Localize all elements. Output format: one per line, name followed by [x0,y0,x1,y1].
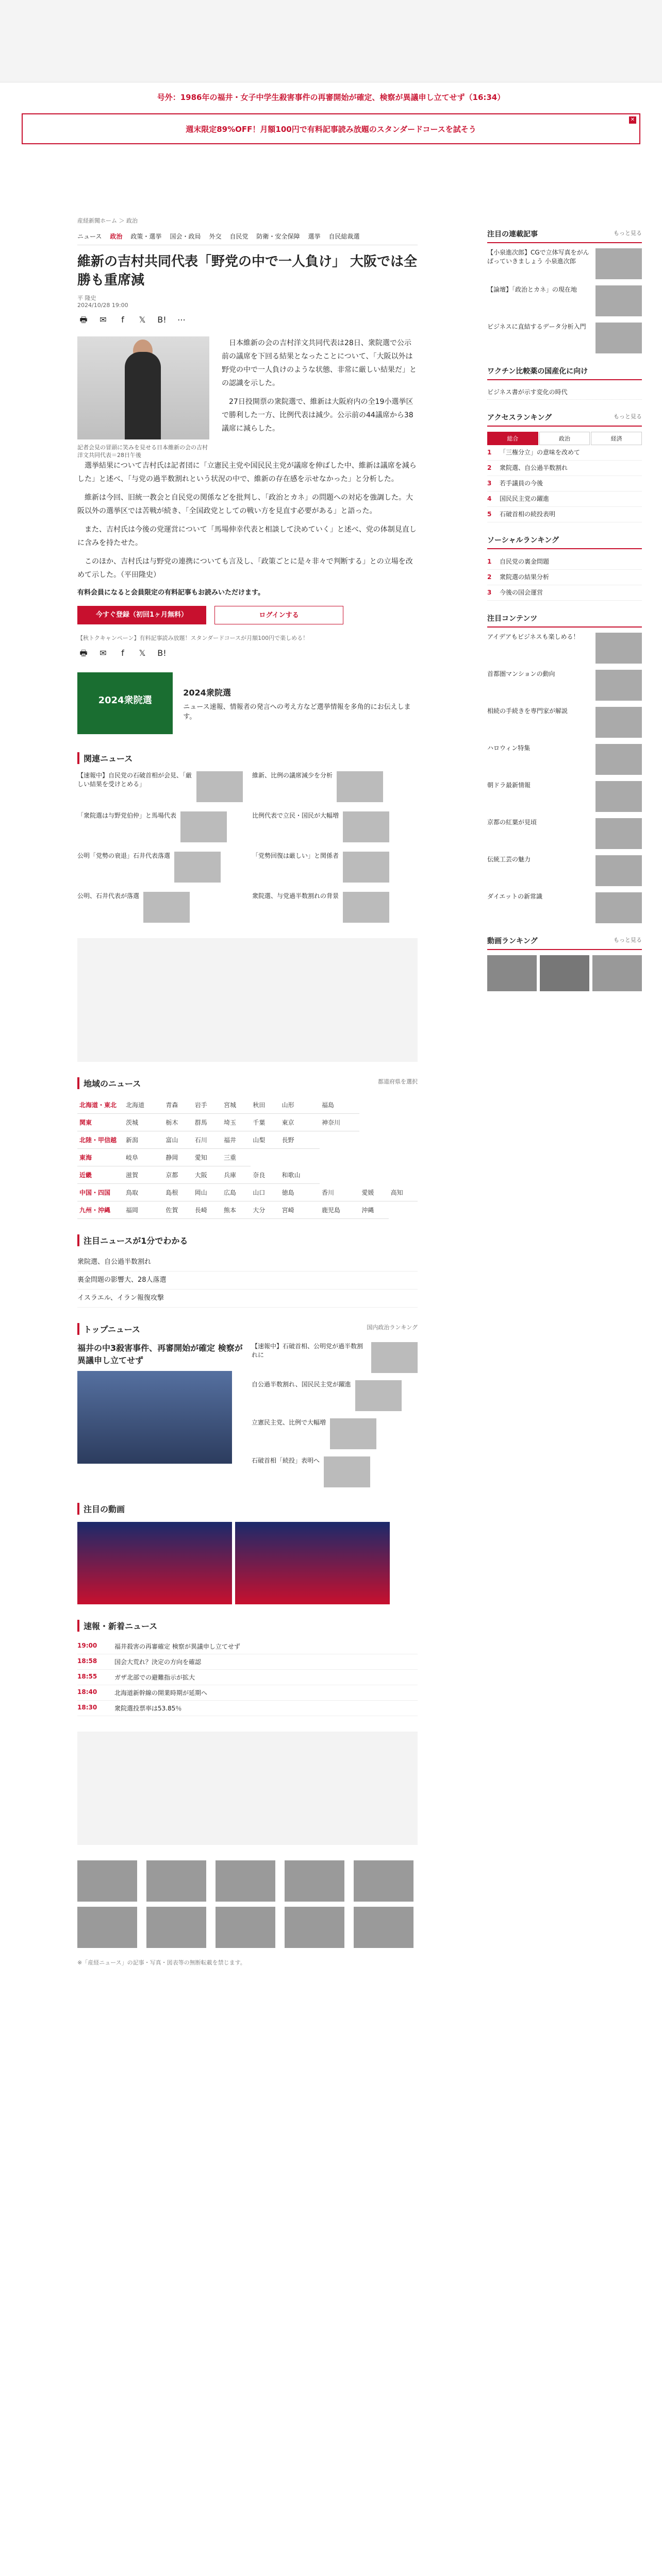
trending-item[interactable]: イスラエル、イラン報復攻撃 [77,1290,418,1308]
paragraph: また、吉村氏は今後の党運営について「馬場伸幸代表と相談して決めていく」と述べ、党の体制見直しに含みを持たせた。 [77,526,417,547]
prefecture-link[interactable]: 沖縄 [359,1201,388,1219]
region-label: 近畿 [77,1166,124,1184]
social-item[interactable]: 2 衆院選の結果分析 [487,570,642,585]
prefecture-link[interactable]: 富山 [163,1131,192,1149]
trending-list [77,1253,418,1308]
subscription-promo[interactable] [22,113,640,144]
facebook-icon[interactable]: f [121,648,124,658]
region-label: 中国・四国 [77,1184,124,1201]
paragraph: 日本維新の会の吉村洋文共同代表は28日、衆院選で公示前の議席を下回る結果となったことについて、「大阪以外は野党の中で一人負けのような状態、非常に厳しい結果だ」との認識を示した。 [222,339,417,387]
related-item[interactable]: 「党勢回復は厳しい」と関係者 [252,852,418,883]
region-row [77,1184,418,1201]
tab-0[interactable]: ニュース [77,233,102,240]
prefecture-link[interactable]: 山口 [251,1184,279,1201]
access-tab[interactable]: 経済 [591,432,642,445]
prefecture-link[interactable]: 徳島 [280,1184,320,1201]
tab-2[interactable]: 政策・選挙 [130,233,162,240]
banner-title: 2024衆院選 [183,687,231,698]
access-tab[interactable]: 総合 [487,432,538,445]
prefecture-link[interactable]: 広島 [222,1184,251,1201]
photo-item[interactable] [216,1907,279,1948]
access-tab[interactable]: 政治 [539,432,590,445]
mail-icon[interactable]: ✉ [100,315,107,325]
prefecture-link[interactable]: 島根 [163,1184,192,1201]
region-label: 関東 [77,1114,124,1131]
video-heading: 注目の動画 [77,1503,418,1515]
region-row [77,1201,418,1219]
photo-caption: 記者会見の冒頭に笑みを見せる日本維新の会の吉村洋文共同代表＝28日午後 [77,444,208,459]
prefecture-link[interactable]: 兵庫 [222,1166,251,1184]
prefecture-link[interactable]: 岩手 [193,1096,222,1114]
paragraph: 維新は今回、旧統一教会と自民党の関係などを批判し、「政治とカネ」の問題への対応を強調した。大阪以外の選挙区では苦戦が続き、「全国政党としての戦い方を見直す必要がある」と語った。 [77,494,413,515]
prefecture-link[interactable]: 北海道 [124,1096,163,1114]
rank-item[interactable]: 2 衆院選、自公過半数割れ [487,461,642,476]
related-item[interactable]: 公明、石井代表が落選 [77,892,243,923]
trending-item[interactable]: 衆院選、自公過半数割れ [77,1253,418,1272]
publish-date: 2024/10/28 19:00 [77,302,128,309]
prefecture-link[interactable]: 三重 [222,1149,251,1166]
prefecture-link[interactable]: 栃木 [163,1114,192,1131]
ticker-list [77,1639,418,1716]
prefecture-link[interactable]: 長野 [280,1131,320,1149]
author[interactable]: 平 隆史 [77,295,96,301]
prefecture-link[interactable]: 岐阜 [124,1149,163,1166]
rank-item[interactable]: 5 石破首相の続投表明 [487,507,642,522]
tab-8[interactable]: 自民総裁選 [328,233,360,240]
prefecture-link[interactable]: 静岡 [163,1149,192,1166]
prefecture-link[interactable]: 宮崎 [280,1201,320,1219]
social-item[interactable]: 3 今後の国会運営 [487,585,642,601]
side-attention-heading: 注目の連載記事 もっと見る [487,226,642,243]
region-row [77,1166,418,1184]
sidebar [487,216,642,991]
login-button[interactable]: ログインする [214,606,343,624]
side-attention-item[interactable]: 【論壇】「政治とカネ」の現在地 [487,285,642,316]
side-social-heading: ソーシャルランキング [487,532,642,549]
region-label: 東海 [77,1149,124,1166]
prefecture-link[interactable]: 香川 [320,1184,359,1201]
hatena-icon[interactable]: B! [157,648,167,658]
related-item[interactable]: 公明「党勢の衰退」石井代表落選 [77,852,243,883]
photo-item[interactable] [146,1860,210,1902]
prefecture-link[interactable]: 山形 [280,1096,320,1114]
print-icon[interactable]: 🖶 [79,315,88,325]
prefecture-link[interactable]: 埼玉 [222,1114,251,1131]
article-title: 維新の吉村共同代表「野党の中で一人負け」 大阪では全勝も重席減 [77,254,418,288]
ticker-item[interactable]: 19:00 福井殺害の再審確定 検察が異議申し立てせず [77,1639,418,1654]
ticker-item[interactable]: 18:30 衆院選投票率は53.85％ [77,1701,418,1716]
prefecture-link[interactable]: 福岡 [124,1201,163,1219]
topnews-image[interactable] [77,1371,232,1464]
prefecture-link[interactable]: 群馬 [193,1114,222,1131]
tab-1[interactable]: 政治 [110,233,123,240]
trending-item[interactable]: 裏金問題の影響大、28人落選 [77,1272,418,1290]
video-ranking [487,955,642,991]
prefecture-link[interactable]: 石川 [193,1131,222,1149]
mail-icon[interactable]: ✉ [100,648,107,658]
photo-item[interactable] [354,1860,418,1902]
photo-item[interactable] [285,1907,349,1948]
prefecture-link[interactable]: 愛媛 [359,1184,388,1201]
ticker-item[interactable]: 18:40 北海道新幹線の開業時期が延期へ [77,1685,418,1701]
prefecture-link[interactable]: 佐賀 [163,1201,192,1219]
region-table [77,1096,418,1219]
more-icon[interactable]: ⋯ [177,315,186,325]
content-item[interactable]: アイデアもビジネスも楽しめる！ [487,633,642,664]
prefecture-link[interactable]: 福島 [320,1096,359,1114]
photo-item[interactable] [146,1907,210,1948]
banner-desc: ニュース速報、情報者の発言への考え方など選挙情報を多角的にお伝えします。 [183,703,411,721]
prefecture-link[interactable]: 新潟 [124,1131,163,1149]
region-row [77,1096,418,1114]
prefecture-link[interactable]: 神奈川 [320,1114,359,1131]
prefecture-link[interactable]: 愛知 [193,1149,222,1166]
ticker-item[interactable]: 18:58 国会大荒れ？決定の方向を確認 [77,1654,418,1670]
rank-item[interactable]: 3 若手議員の今後 [487,476,642,492]
side-attention-item[interactable]: ビジネスに直結するデータ分析入門 [487,323,642,353]
prefecture-link[interactable]: 青森 [163,1096,192,1114]
video-thumb[interactable] [235,1522,390,1604]
standard-course-note[interactable]: 【秋トクキャンペーン】有料記事読み放題！スタンダードコースが月額100円で楽しめる！ [77,635,309,641]
prefecture-link[interactable]: 鹿児島 [320,1201,359,1219]
paragraph: 選挙結果について吉村氏は記者団に「立憲民主党や国民民主党が議席を伸ばした中、維新は議席を減らした」と述べ、「与党の過半数割れという状況の中で、維新の存在感を示せなかった」と分析した。 [77,462,417,483]
election-banner[interactable] [77,670,418,737]
side-attention-item[interactable]: 【小泉進次郎】CGで立体写真をがんばっていきましょう 小泉進次郎 [487,248,642,279]
topnews [77,1342,418,1487]
photo-item[interactable] [216,1860,279,1902]
prefecture-link[interactable]: 熊本 [222,1201,251,1219]
section-tabs [77,228,418,245]
paragraph: このほか、吉村氏は与野党の連携についても言及し、「政策ごとに是々非々で判断する」との立場を改めて示した。（平田隆史） [77,557,413,579]
region-label: 九州・沖縄 [77,1201,124,1219]
ad-slot[interactable] [77,1732,418,1845]
topnews-item[interactable]: 石破首相「続投」表明へ [252,1456,418,1487]
content-item[interactable]: ハロウィン特集 [487,744,642,775]
prefecture-link[interactable]: 鳥取 [124,1184,163,1201]
related-list [77,771,418,923]
breadcrumb[interactable]: 産経新聞ホーム ＞ 政治 [77,217,138,224]
prefecture-link[interactable]: 高知 [389,1184,418,1201]
trending-heading: 注目ニュースが1分でわかる [77,1234,418,1246]
prefecture-link[interactable]: 岡山 [193,1184,222,1201]
prefecture-link[interactable]: 長崎 [193,1201,222,1219]
content-item[interactable]: 伝統工芸の魅力 [487,855,642,886]
region-row [77,1131,418,1149]
topnews-item[interactable]: 立憲民主党、比例で大幅増 [252,1418,418,1449]
related-item[interactable]: 比例代表で立民・国民が大幅増 [252,811,418,842]
tab-3[interactable]: 国会・政局 [170,233,201,240]
paywall-note: 有料会員になると会員限定の有料記事もお読みいただけます。 [77,589,264,597]
x-icon[interactable]: 𝕏 [139,315,146,325]
tab-4[interactable]: 外交 [209,233,222,240]
prefecture-link[interactable]: 滋賀 [124,1166,163,1184]
prefecture-link[interactable]: 秋田 [251,1096,279,1114]
side-access-heading: アクセスランキング もっと見る [487,409,642,427]
prefecture-link[interactable]: 福井 [222,1131,251,1149]
ad-slot[interactable] [77,938,418,1062]
content-item[interactable]: 首都圏マンションの動向 [487,670,642,701]
paragraph: 27日投開票の衆院選で、維新は大阪府内の全19小選挙区で勝利した一方、比例代表は減少。公示前の44議席から38議席に減らした。 [222,398,413,433]
region-heading: 地域のニュース 都道府県を選択 [77,1077,418,1089]
video-thumb[interactable] [77,1522,232,1604]
side-video-ranking-heading: 動画ランキング もっと見る [487,933,642,950]
photo-item[interactable] [77,1907,141,1948]
prefecture-link[interactable]: 東京 [280,1114,320,1131]
access-tabs [487,432,642,445]
ticker-heading: 速報・新着ニュース [77,1620,418,1632]
main-column [77,216,418,1967]
related-item[interactable]: 「衆院選は与野党伯仲」と馬場代表 [77,811,243,842]
prefecture-link[interactable]: 和歌山 [280,1166,320,1184]
content-item[interactable]: 相続の手続きを専門家が解説 [487,707,642,738]
related-item[interactable]: 衆院選、与党過半数割れの背景 [252,892,418,923]
social-item[interactable]: 1 自民党の裏金問題 [487,554,642,570]
ticker-item[interactable]: 18:55 ガザ北部での避難指示が拡大 [77,1670,418,1685]
region-label: 北海道・東北 [77,1096,124,1114]
tab-5[interactable]: 自民党 [229,233,249,240]
prefecture-link[interactable]: 京都 [163,1166,192,1184]
side-reading-text[interactable]: ビジネス書が示す変化の時代 [487,385,642,400]
prefecture-link[interactable]: 山梨 [251,1131,279,1149]
photo-item[interactable] [354,1907,418,1948]
promo-text[interactable]: 週末限定89%OFF！月額100円で有料記事読み放題のスタンダードコースを試そう [186,125,476,134]
facebook-icon[interactable]: f [121,315,124,325]
video-strip [77,1522,418,1604]
topnews-item[interactable]: 【速報中】石破首相、公明党が過半数割れに [252,1342,418,1373]
article-photo[interactable] [77,336,209,439]
breaking-news-banner[interactable]: 号外：1986年の福井・女子中学生殺害事件の再審開始が確定、検察が異議申し立てせず（16:34） [157,93,505,102]
content-item[interactable]: 京都の紅葉が見頃 [487,818,642,849]
photo-item[interactable] [285,1860,349,1902]
video-thumb[interactable] [592,955,642,991]
subscribe-button[interactable]: 今すぐ登録（初回1ヶ月無料） [77,606,206,624]
side-reading-heading: ワクチン比較薬の国産化に向け [487,363,642,380]
tab-6[interactable]: 防衛・安全保障 [256,233,300,240]
related-heading: 関連ニュース [77,752,418,764]
x-icon[interactable]: 𝕏 [139,648,146,658]
print-icon[interactable]: 🖶 [79,648,88,658]
side-content-heading: 注目コンテンツ [487,610,642,628]
video-thumb[interactable] [540,955,589,991]
hatena-icon[interactable]: B! [157,315,167,325]
content-item[interactable]: 朝ドラ最新情報 [487,781,642,812]
share-bar [77,314,418,326]
tab-7[interactable]: 選挙 [308,233,321,240]
region-row [77,1114,418,1131]
rank-item[interactable]: 4 国民民主党の躍進 [487,492,642,507]
video-thumb[interactable] [487,955,537,991]
prefecture-link[interactable]: 大阪 [193,1166,222,1184]
photo-grid [77,1860,418,1948]
related-item[interactable]: 維新、比例の議席減少を分析 [252,771,418,802]
header-area [0,0,662,82]
content-item[interactable]: ダイエットの新常識 [487,892,642,923]
article-body [77,336,418,582]
topnews-lead[interactable]: 福井の中3殺害事件、再審開始が確定 検察が異議申し立てせず [77,1342,243,1487]
prefecture-link[interactable]: 奈良 [251,1166,279,1184]
topnews-heading: トップニュース 国内政治ランキング [77,1323,418,1335]
footer-note: ※「産経ニュース」の記事・写真・図表等の無断転載を禁じます。 [77,1959,246,1966]
close-icon[interactable]: ✕ [629,116,636,124]
prefecture-link[interactable]: 千葉 [251,1114,279,1131]
photo-item[interactable] [77,1860,141,1902]
share-bar-bottom [77,647,418,659]
prefecture-link[interactable]: 宮城 [222,1096,251,1114]
region-label: 北陸・甲信越 [77,1131,124,1149]
election-logo: 2024衆院選 [77,672,173,734]
region-row [77,1149,418,1166]
topnews-item[interactable]: 自公過半数割れ、国民民主党が躍進 [252,1380,418,1411]
prefecture-link[interactable]: 茨城 [124,1114,163,1131]
related-item[interactable]: 【速報中】自民党の石破首相が会見、「厳しい結果を受けとめる」 [77,771,243,802]
prefecture-link[interactable]: 大分 [251,1201,279,1219]
rank-item[interactable]: 1 「三権分立」の意味を改めて [487,445,642,461]
